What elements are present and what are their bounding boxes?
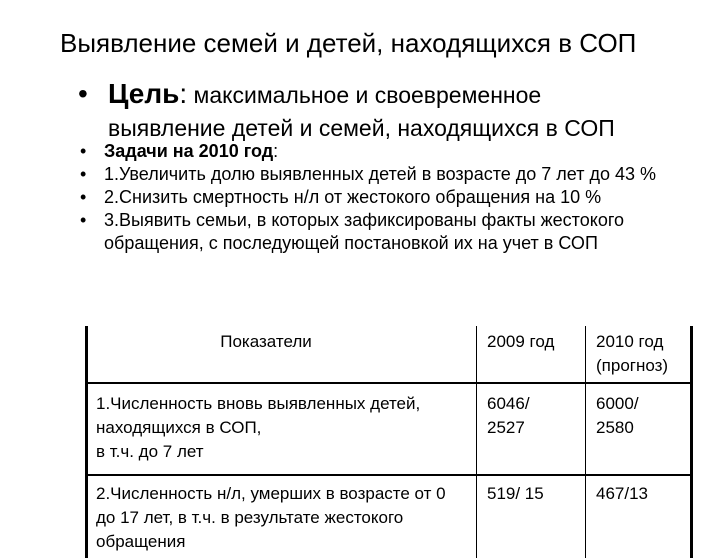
- table-row: [87, 383, 692, 475]
- goal-text-1: максимальное и своевременное: [187, 82, 542, 108]
- row-value-2009: 519/ 15: [477, 475, 586, 558]
- goal-label: Цель: [108, 78, 180, 109]
- task-item: • 1.Увеличить долю выявленных детей в возрасте до 7 лет до 43 %: [80, 164, 656, 184]
- table-header-row: [87, 326, 692, 383]
- row-value-2010: 467/13: [586, 475, 692, 558]
- indicators-table: [85, 326, 693, 558]
- bullet-dot: •: [78, 78, 88, 109]
- goal-line-1: Цель: максимальное и своевременное: [108, 78, 542, 109]
- goal-text-2: выявление детей и семей, находящихся в СОП: [108, 115, 615, 141]
- row-indicator: 1.Численность вновь выявленных детей, находящихся в СОП, в т.ч. до 7 лет: [87, 383, 477, 475]
- table-row: [87, 475, 692, 558]
- tasks-heading: Задачи на 2010 год: [104, 141, 274, 161]
- task-text: 1.Увеличить долю выявленных детей в возрасте до 7 лет до 43 %: [104, 164, 656, 184]
- header-indicator: Показатели: [87, 326, 477, 383]
- row-value-2010: 6000/ 2580: [586, 383, 692, 475]
- tasks-heading-item: • Задачи на 2010 год:: [80, 141, 279, 161]
- task-text: 2.Снизить смертность н/л от жестокого обращения на 10 %: [104, 187, 602, 207]
- task-item: • 3.Выявить семьи, в которых зафиксированы факты жестокого обращения, с последующей постановкой их на учет в СОП: [80, 210, 625, 253]
- header-2009: 2009 год: [477, 326, 586, 383]
- task-item: • 2.Снизить смертность н/л от жестокого обращения на 10 %: [80, 187, 602, 207]
- tasks-list: [80, 140, 700, 255]
- header-2010: 2010 год (прогноз): [586, 326, 692, 383]
- task-text: 3.Выявить семьи, в которых зафиксированы факты жестокого обращения, с последующей постановкой их на учет в СОП: [104, 210, 625, 253]
- row-value-2009: 6046/ 2527: [477, 383, 586, 475]
- slide-title: Выявление семей и детей, находящихся в СОП: [60, 28, 637, 58]
- row-indicator: 2.Численность н/л, умерших в возрасте от 0 до 17 лет, в т.ч. в результате жестокого обращения: [87, 475, 477, 558]
